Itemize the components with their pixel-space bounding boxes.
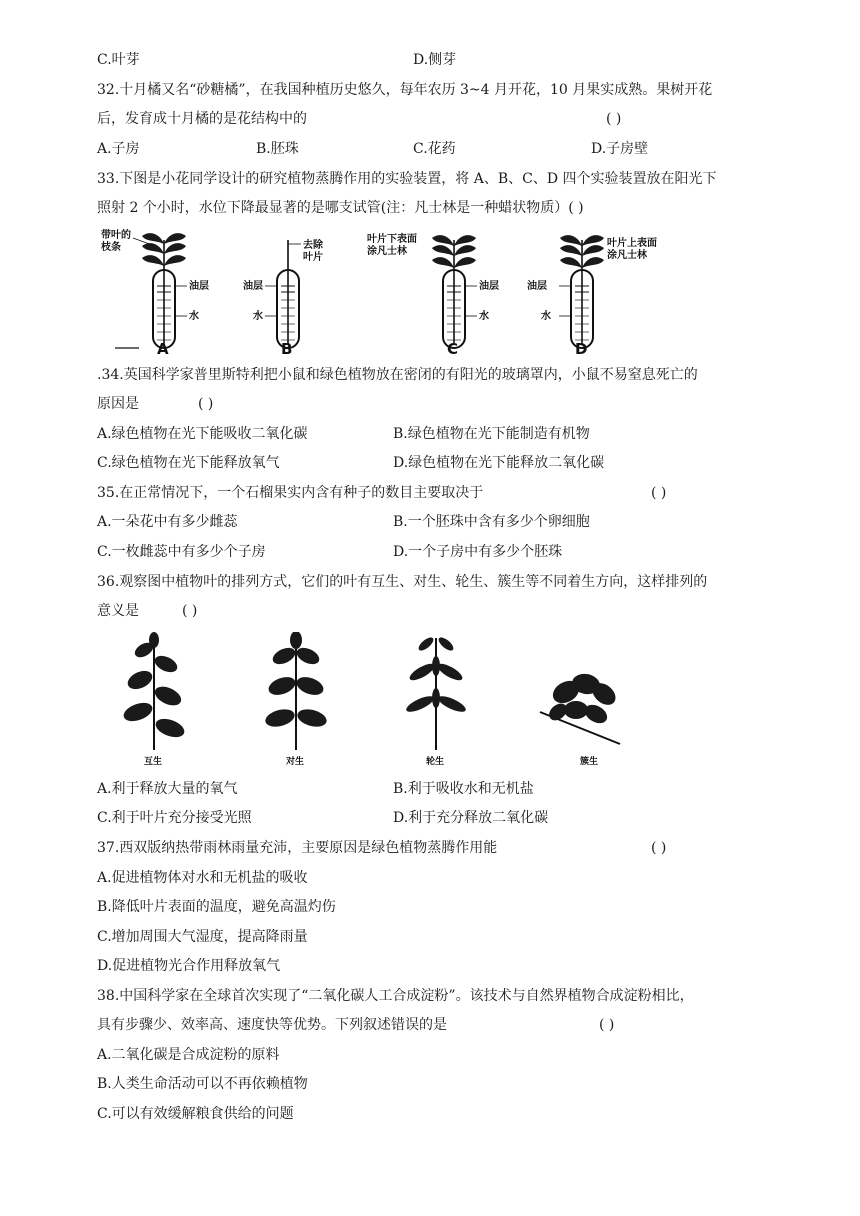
q38-option-a: A.二氧化碳是合成淀粉的原料 bbox=[97, 1047, 280, 1063]
tube-a-label-line1: 带叶的 bbox=[101, 230, 131, 241]
q37-option-b: B.降低叶片表面的温度，避免高温灼伤 bbox=[97, 899, 336, 915]
tube-c-label-line1: 叶片下表面 bbox=[367, 234, 417, 245]
q34-option-b: B.绿色植物在光下能制造有机物 bbox=[393, 426, 590, 442]
q36-option-d: D.利于充分释放二氧化碳 bbox=[393, 810, 549, 826]
q35-option-c: C.一枚雌蕊中有多少个子房 bbox=[97, 544, 266, 560]
tube-a bbox=[101, 228, 209, 358]
alternate-leaf-plant bbox=[121, 632, 187, 767]
tube-b-oil-label: 油层 bbox=[243, 281, 263, 292]
q38-option-b: B.人类生命活动可以不再依赖植物 bbox=[97, 1076, 308, 1092]
q38-stem-line1: 38.中国科学家在全球首次实现了“二氧化碳人工合成淀粉”。该技术与自然界植物合成淀粉相比， bbox=[97, 988, 694, 1004]
tube-a-water-label: 水 bbox=[189, 311, 199, 322]
clustered-caption: 簇生 bbox=[580, 757, 599, 767]
q37-answer-paren: ( ) bbox=[651, 840, 667, 856]
tube-d-caption: D bbox=[575, 340, 588, 358]
q32-option-c: C.花药 bbox=[413, 141, 456, 157]
tube-b-caption: B bbox=[281, 340, 293, 358]
q38-option-c: C.可以有效缓解粮食供给的问题 bbox=[97, 1106, 294, 1122]
q34-stem-line1: .34.英国科学家普里斯特利把小鼠和绿色植物放在密闭的有阳光的玻璃罩内，小鼠不易窒息死亡的 bbox=[97, 367, 698, 383]
tube-c-caption: C bbox=[447, 340, 459, 358]
q35-answer-paren: ( ) bbox=[651, 485, 667, 501]
leaf-arrangement-figure bbox=[110, 632, 650, 770]
q32-stem-line2: 后，发育成十月橘的是花结构中的 bbox=[97, 111, 307, 127]
opposite-leaf-plant bbox=[263, 632, 328, 767]
tube-c bbox=[367, 232, 499, 358]
tube-b bbox=[243, 238, 324, 358]
q34-option-d: D.绿色植物在光下能释放二氧化碳 bbox=[393, 455, 605, 471]
q34-option-a: A.绿色植物在光下能吸收二氧化碳 bbox=[97, 426, 308, 442]
q35-stem: 35.在正常情况下，一个石榴果实内含有种子的数目主要取决于 bbox=[97, 485, 484, 501]
q31-option-c: C.叶芽 bbox=[97, 52, 140, 68]
tube-b-water-label: 水 bbox=[253, 311, 263, 322]
tube-c-oil-label: 油层 bbox=[479, 281, 499, 292]
q35-option-a: A.一朵花中有多少雌蕊 bbox=[97, 514, 238, 530]
tube-a-label-line2: 枝条 bbox=[101, 242, 121, 253]
q35-option-d: D.一个子房中有多少个胚珠 bbox=[393, 544, 563, 560]
q33-stem-line2: 照射 2 个小时，水位下降最显著的是哪支试管(注：凡士林是一种蜡状物质）( ) bbox=[97, 200, 584, 216]
q32-option-d: D.子房壁 bbox=[591, 141, 649, 157]
q36-option-b: B.利于吸收水和无机盐 bbox=[393, 781, 534, 797]
q32-answer-paren: ( ) bbox=[606, 111, 622, 127]
alternate-caption: 互生 bbox=[144, 757, 163, 767]
tube-d-oil-label: 油层 bbox=[527, 281, 547, 292]
q36-answer-paren: ( ) bbox=[182, 603, 198, 619]
q36-stem-line1: 36.观察图中植物叶的排列方式，它们的叶有互生、对生、轮生、簇生等不同着生方向，这样排列的 bbox=[97, 574, 708, 590]
q35-option-b: B.一个胚珠中含有多少个卵细胞 bbox=[393, 514, 590, 530]
q31-option-d: D.侧芽 bbox=[413, 52, 457, 68]
q36-stem-line2: 意义是 bbox=[97, 603, 139, 619]
tube-b-label-line1: 去除 bbox=[303, 240, 323, 251]
q37-option-d: D.促进植物光合作用释放氧气 bbox=[97, 958, 281, 974]
q38-answer-paren: ( ) bbox=[599, 1017, 615, 1033]
q38-stem-line2: 具有步骤少、效率高、速度快等优势。下列叙述错误的是 bbox=[97, 1017, 447, 1033]
q34-answer-paren: ( ) bbox=[198, 396, 214, 412]
tube-c-label-line2: 涂凡士林 bbox=[367, 246, 407, 257]
tube-d bbox=[527, 235, 657, 358]
whorled-caption: 轮生 bbox=[426, 757, 445, 767]
q32-stem-line1: 32.十月橘又名“砂糖橘”，在我国种植历史悠久，每年农历 3~4 月开花，10 月果实成熟。果树开花 bbox=[97, 82, 713, 98]
clustered-leaf-plant bbox=[540, 672, 620, 767]
q33-stem-line1: 33.下图是小花同学设计的研究植物蒸腾作用的实验装置，将 A、B、C、D 四个实验装置放在阳光下 bbox=[97, 171, 717, 187]
q36-option-c: C.利于叶片充分接受光照 bbox=[97, 810, 252, 826]
q34-stem-line2: 原因是 bbox=[97, 396, 139, 412]
tube-d-label-line2: 涂凡士林 bbox=[607, 250, 647, 261]
tube-a-caption: A bbox=[157, 340, 169, 358]
q37-option-a: A.促进植物体对水和无机盐的吸收 bbox=[97, 870, 308, 886]
whorled-leaf-plant bbox=[404, 635, 467, 767]
tube-d-label-line1: 叶片上表面 bbox=[607, 238, 657, 249]
tube-a-oil-label: 油层 bbox=[189, 281, 209, 292]
q34-option-c: C.绿色植物在光下能释放氧气 bbox=[97, 455, 280, 471]
transpiration-experiment-figure bbox=[95, 226, 725, 358]
q37-stem: 37.西双版纳热带雨林雨量充沛，主要原因是绿色植物蒸腾作用能 bbox=[97, 840, 498, 856]
q32-option-a: A.子房 bbox=[97, 141, 140, 157]
q36-option-a: A.利于释放大量的氧气 bbox=[97, 781, 238, 797]
opposite-caption: 对生 bbox=[286, 757, 305, 767]
q37-option-c: C.增加周围大气湿度，提高降雨量 bbox=[97, 929, 308, 945]
q32-option-b: B.胚珠 bbox=[256, 141, 299, 157]
tube-d-water-label: 水 bbox=[541, 311, 551, 322]
tube-c-water-label: 水 bbox=[479, 311, 489, 322]
tube-b-label-line2: 叶片 bbox=[303, 252, 323, 263]
